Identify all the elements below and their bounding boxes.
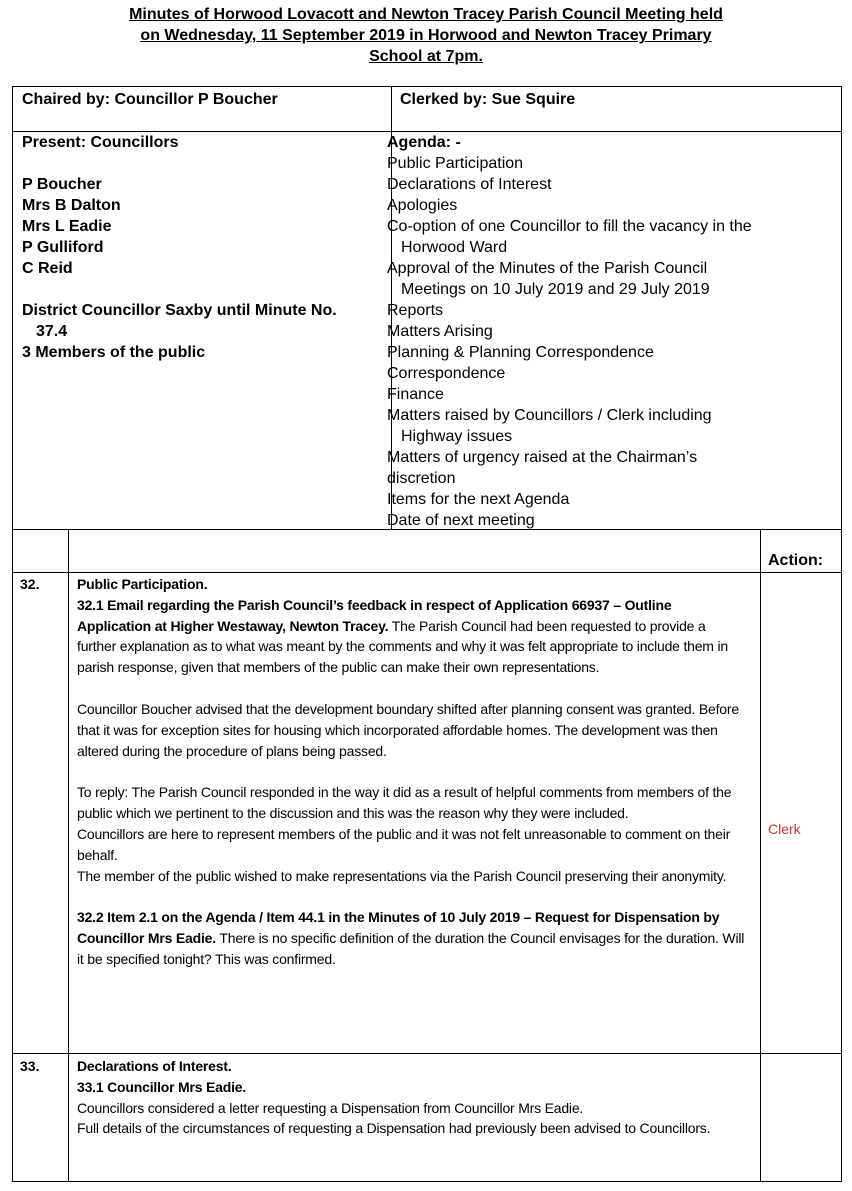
minute-33-paragraph: Councillors considered a letter requesting a Dispensation from Councillor Mrs Eadie. bbox=[77, 1099, 584, 1116]
minute-32-1-text: The Parish Council had been requested to provide a further explanation as to what was meant by the comments and why it was felt appropriate to include them in parish response, given that members of the public can make their own representations. bbox=[77, 617, 728, 676]
councillor-name: Mrs B Dalton bbox=[22, 197, 121, 214]
district-councillor: District Councillor Saxby until Minute No. bbox=[22, 302, 337, 319]
minute-32-paragraph: Councillor Boucher advised that the development boundary shifted after planning consent was granted. Before that it was for exception sites for housing which incorporated affordable homes. The development was then altered during the procedure of plans being passed. bbox=[77, 700, 739, 759]
page-title bbox=[0, 4, 852, 67]
action-clerk: Clerk bbox=[768, 821, 801, 837]
agenda-item: Co-option of one Councillor to fill the vacancy in the bbox=[387, 218, 752, 235]
action-column-heading: Action: bbox=[768, 552, 824, 569]
agenda-item-cont: Horwood Ward bbox=[401, 239, 508, 256]
agenda-item: Planning & Planning Correspondence bbox=[387, 344, 654, 361]
agenda-item: Date of next meeting bbox=[387, 512, 535, 529]
minute-33-heading: Declarations of Interest. bbox=[77, 1058, 232, 1074]
minute-33-1-title: 33.1 Councillor Mrs Eadie. bbox=[77, 1078, 247, 1095]
agenda-item: Apologies bbox=[387, 197, 458, 214]
councillor-name: P Boucher bbox=[22, 176, 102, 193]
title-line-2: on Wednesday, 11 September 2019 in Horwood and Newton Tracey Primary bbox=[140, 27, 712, 44]
minute-32-paragraph: The member of the public wished to make representations via the Parish Council preserving their anonymity. bbox=[77, 867, 727, 884]
agenda-item: Public Participation bbox=[387, 155, 524, 172]
minute-row-divider bbox=[13, 1053, 841, 1054]
agenda-item: Declarations of Interest bbox=[387, 176, 552, 193]
minute-32-2 bbox=[77, 907, 747, 969]
title-line-1: Minutes of Horwood Lovacott and Newton Tracey Parish Council Meeting held bbox=[129, 6, 723, 23]
table-header-divider bbox=[13, 572, 841, 573]
agenda-item-cont: discretion bbox=[387, 470, 456, 487]
present-heading: Present: Councillors bbox=[22, 134, 179, 151]
number-column-divider bbox=[68, 530, 69, 1181]
minute-32-heading: Public Participation. bbox=[77, 576, 208, 592]
minute-number-32: 32. bbox=[20, 576, 40, 592]
councillor-name: P Gulliford bbox=[22, 239, 104, 256]
councillor-name: C Reid bbox=[22, 260, 73, 277]
chaired-by: Chaired by: Councillor P Boucher bbox=[22, 91, 278, 108]
action-column-divider bbox=[760, 530, 761, 1181]
title-line-3: School at 7pm. bbox=[369, 48, 483, 65]
clerked-by: Clerked by: Sue Squire bbox=[400, 91, 576, 108]
agenda-item: Matters of urgency raised at the Chairman’s bbox=[387, 449, 698, 466]
minute-32-paragraph: Councillors are here to represent members of the public and it was not felt unreasonable to comment on their behalf. bbox=[77, 825, 731, 863]
agenda-item: Matters Arising bbox=[387, 323, 493, 340]
minute-32-paragraph: To reply: The Parish Council responded in the way it did as a result of helpful comments from members of the public which we pertinent to the discussion and this was the reason why they were included. bbox=[77, 784, 732, 822]
agenda-item: Finance bbox=[387, 386, 444, 403]
minute-33-paragraph: Full details of the circumstances of requesting a Dispensation had previously been advised to Councillors. bbox=[77, 1120, 711, 1137]
agenda-item-cont: Highway issues bbox=[401, 428, 513, 445]
district-councillor-minute: 37.4 bbox=[36, 323, 68, 340]
minute-32-1-title: 32.1 Email regarding the Parish Council’s feedback in respect of Application 66937 – Outline Application at Higher Westaway, Newton Tracey. bbox=[77, 596, 672, 634]
agenda-list bbox=[387, 132, 827, 531]
minute-number-33: 33. bbox=[20, 1058, 40, 1074]
minute-32-2-text: There is no specific definition of the duration the Council envisages for the duration. Will it be specified tonight? This was confirmed. bbox=[77, 930, 745, 967]
agenda-item: Matters raised by Councillors / Clerk including bbox=[387, 407, 712, 424]
agenda-item: Items for the next Agenda bbox=[387, 491, 570, 508]
agenda-item: Correspondence bbox=[387, 365, 506, 382]
agenda-item-cont: Meetings on 10 July 2019 and 29 July 2019 bbox=[401, 281, 710, 298]
minute-32-1 bbox=[77, 595, 747, 678]
agenda-heading: Agenda: - bbox=[387, 134, 461, 151]
members-of-public: 3 Members of the public bbox=[22, 344, 206, 361]
councillor-name: Mrs L Eadie bbox=[22, 218, 112, 235]
minute-32 bbox=[77, 574, 747, 970]
minute-32-2-title: 32.2 Item 2.1 on the Agenda / Item 44.1 in the Minutes of 10 July 2019 – Request for Dispensation by Councillor Mrs Eadie. bbox=[77, 909, 720, 947]
minute-33 bbox=[77, 1056, 747, 1139]
agenda-item: Approval of the Minutes of the Parish Council bbox=[387, 260, 708, 277]
agenda-item: Reports bbox=[387, 302, 444, 319]
present-list bbox=[22, 132, 382, 363]
